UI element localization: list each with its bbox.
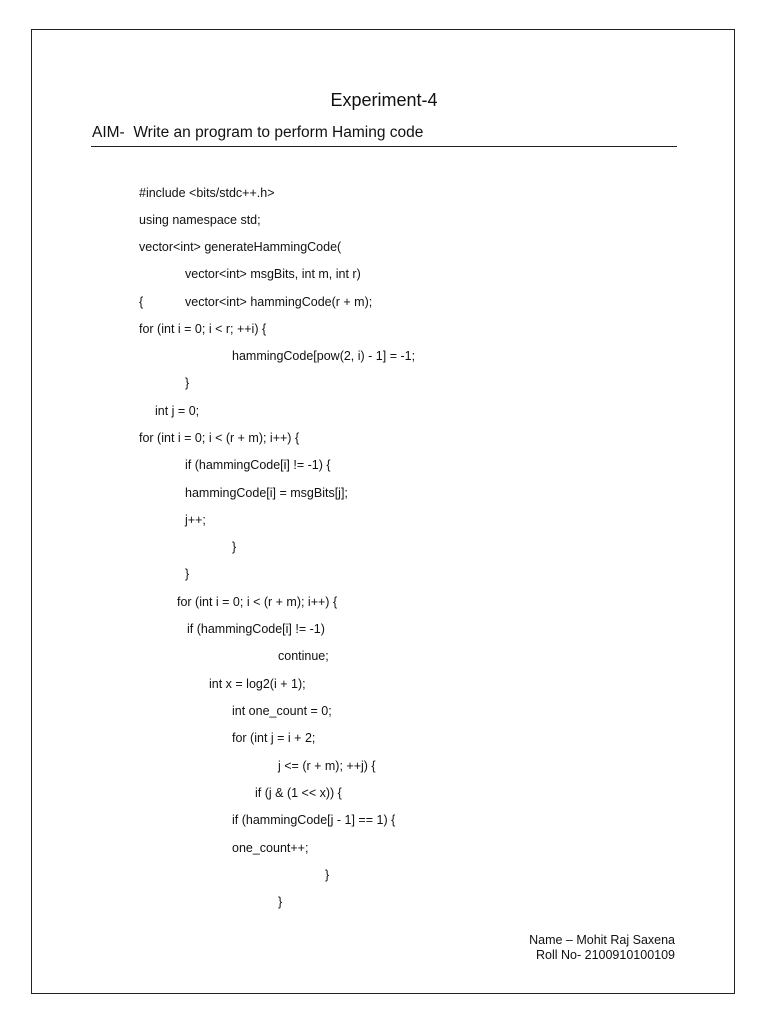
code-line: hammingCode[pow(2, i) - 1] = -1; bbox=[232, 349, 416, 363]
code-line: one_count++; bbox=[232, 841, 309, 855]
code-line: } bbox=[185, 376, 190, 390]
code-line: #include <bits/stdc++.h> bbox=[139, 186, 275, 200]
page-border bbox=[31, 29, 735, 994]
code-line: } bbox=[232, 540, 237, 554]
code-line: vector<int> generateHammingCode( bbox=[139, 240, 342, 254]
code-line: int j = 0; bbox=[155, 404, 200, 418]
code-line: } bbox=[185, 567, 190, 581]
page-title: Experiment-4 bbox=[330, 90, 438, 110]
author-name: Name – Mohit Raj Saxena bbox=[529, 933, 675, 947]
code-line: if (j & (1 << x)) { bbox=[255, 786, 342, 800]
code-line: for (int i = 0; i < r; ++i) { bbox=[139, 322, 267, 336]
code-line: } bbox=[278, 895, 283, 909]
code-line: vector<int> msgBits, int m, int r) bbox=[185, 267, 361, 281]
code-line: } bbox=[325, 868, 330, 882]
roll-number: Roll No- 2100910100109 bbox=[536, 948, 675, 962]
code-line: if (hammingCode[i] != -1) bbox=[187, 622, 325, 636]
code-line: j++; bbox=[185, 513, 206, 527]
code-line: continue; bbox=[278, 649, 329, 663]
code-line: if (hammingCode[j - 1] == 1) { bbox=[232, 813, 396, 827]
code-line: vector<int> hammingCode(r + m); bbox=[185, 295, 373, 309]
code-line: int one_count = 0; bbox=[232, 704, 332, 718]
aim-heading: AIM- Write an program to perform Haming code bbox=[92, 124, 424, 141]
code-line: { bbox=[139, 295, 144, 309]
code-line: for (int j = i + 2; bbox=[232, 731, 316, 745]
aim-underline bbox=[91, 146, 677, 147]
code-line: j <= (r + m); ++j) { bbox=[278, 759, 376, 773]
code-line: if (hammingCode[i] != -1) { bbox=[185, 458, 331, 472]
code-line: for (int i = 0; i < (r + m); i++) { bbox=[177, 595, 338, 609]
code-line: int x = log2(i + 1); bbox=[209, 677, 306, 691]
code-line: hammingCode[i] = msgBits[j]; bbox=[185, 486, 348, 500]
code-line: for (int i = 0; i < (r + m); i++) { bbox=[139, 431, 300, 445]
code-line: using namespace std; bbox=[139, 213, 261, 227]
